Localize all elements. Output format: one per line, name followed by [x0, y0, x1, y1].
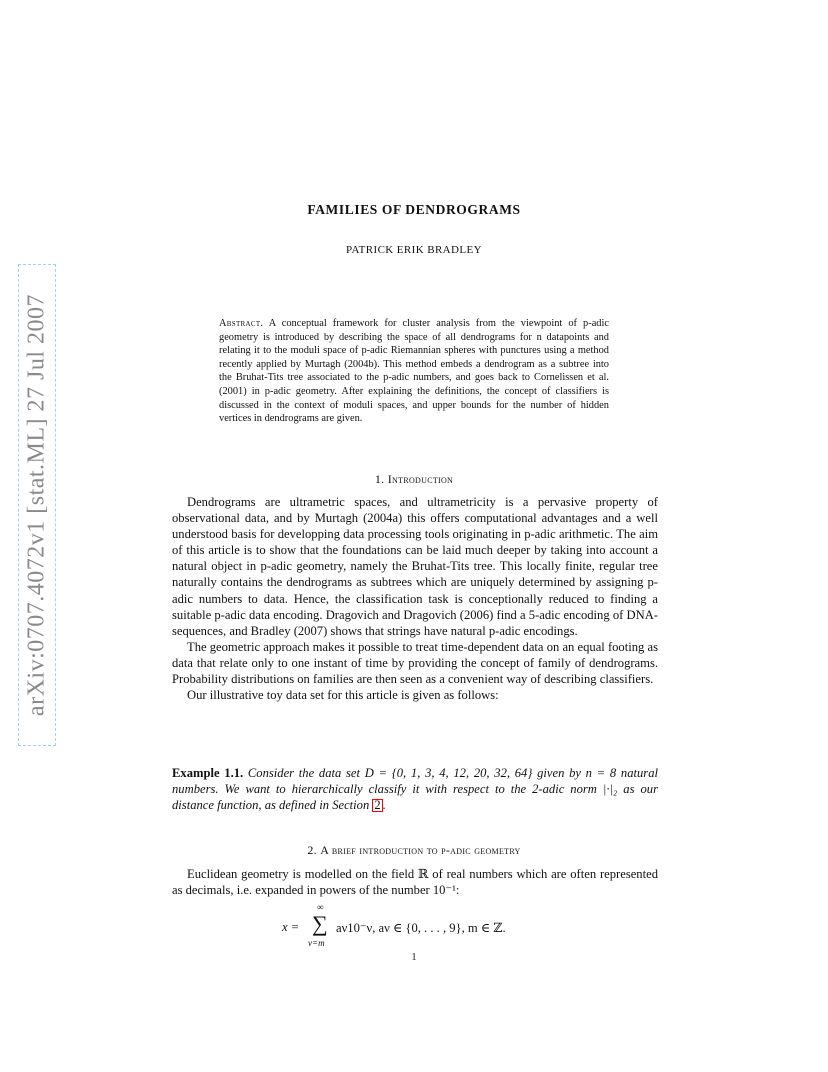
section-2-paragraph: Euclidean geometry is modelled on the field ℝ of real numbers which are often represented as decimals, i.e. expanded in powers of the number 10⁻¹: — [172, 867, 658, 898]
abstract — [219, 317, 609, 426]
example-text-end: . — [382, 798, 386, 813]
paper-author: PATRICK ERIK BRADLEY — [346, 244, 482, 256]
example-label: Example 1.1. — [172, 766, 244, 780]
section-1-heading — [0, 472, 828, 487]
paper-title: FAMILIES OF DENDROGRAMS — [307, 202, 521, 217]
page-number: 1 — [411, 952, 417, 963]
section-2-number: 2. — [307, 843, 317, 857]
abstract-label: Abstract. — [219, 318, 264, 329]
section-1-title: Introduction — [387, 472, 454, 486]
example-1-1 — [172, 765, 658, 813]
arxiv-sidebar-stamp — [19, 265, 55, 745]
formula-sum-sign: ∑ — [312, 911, 328, 936]
formula-lhs: x = — [282, 920, 300, 934]
abstract-text: A conceptual framework for cluster analysis from the viewpoint of p-adic geometry is introduced by describing the space of all dendrograms for n datapoints and relating it to the moduli space of p-adic Riemannian spheres with punctures using a method recently applied by Murtagh (2004b). This method embeds a dendrogram as a subtree into the Bruhat-Tits tree associated to the p-adic numbers, and goes back to Cornelissen et al. (2001) in p-adic geometry. After explaining the definitions, the concept of classifiers is discussed in the context of moduli spaces, and upper bounds for the number of hidden vertices in dendrograms are given. — [219, 318, 609, 425]
section-1-number: 1. — [374, 472, 385, 486]
intro-paragraph-2: The geometric approach makes it possible to treat time-dependent data on an equal footing as data that relate only to one instant of time by providing the concept of family of dendrograms. Probability distributions on families are then seen as a convenient way of describing classifiers. — [172, 639, 658, 687]
intro-paragraph-3: Our illustrative toy data set for this article is given as follows: — [187, 688, 499, 703]
arxiv-identifier: arXiv:0707.4072v1 [stat.ML] 27 Jul 2007 — [23, 293, 50, 717]
formula-lower-limit: ν=m — [308, 938, 325, 948]
decimal-expansion-formula — [280, 900, 580, 954]
section-1-body — [172, 494, 658, 703]
formula-upper-limit: ∞ — [317, 902, 324, 912]
section-2-title: A brief introduction to p-adic geometry — [320, 843, 521, 857]
section-reference-link[interactable]: 2 — [374, 798, 381, 813]
section-2-body — [172, 866, 658, 898]
example-text: Consider the data set D = {0, 1, 3, 4, 12, 20, 32, 64} given by n = 8 natural numbers. We want to hierarchically classify it with respect to the 2-adic norm |·|₂ as our distance function, as defined in Section — [172, 766, 658, 813]
section-2-heading — [0, 843, 828, 858]
formula-rhs: aν10⁻ν, aν ∈ {0, . . . , 9}, m ∈ ℤ. — [336, 921, 506, 935]
intro-paragraph-1: Dendrograms are ultrametric spaces, and ultrametricity is a pervasive property of observational data, and by Murtagh (2004a) this offers computational advantages and a well understood basis for developping data processing tools originating in p-adic arithmetic. The aim of this article is to show that the foundations can be laid much deeper by taking into account a natural object in p-adic geometry, namely the Bruhat-Tits tree. This locally finite, regular tree naturally contains the dendrograms as subtrees which are uniquely determined by assigning p-adic numbers to data. Hence, the classification task is conceptionally reduced to finding a suitable p-adic data encoding. Dragovich and Dragovich (2006) find a 5-adic encoding of DNA-sequences, and Bradley (2007) shows that strings have natural p-adic encodings. — [172, 495, 658, 638]
